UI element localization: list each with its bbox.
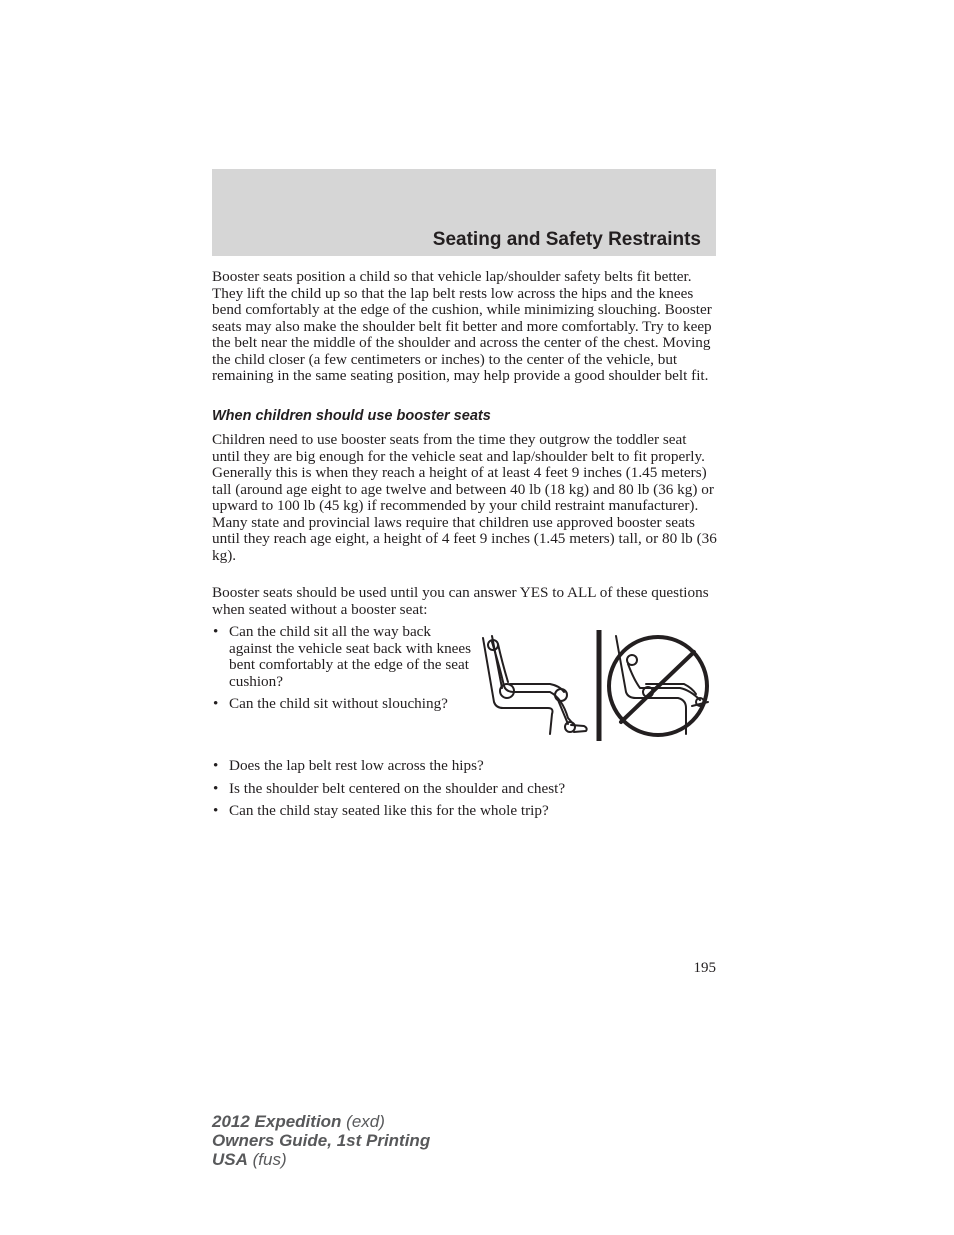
page-number: 195 [693,960,716,976]
document-footer [212,1112,430,1169]
booster-questions-intro: Booster seats should be used until you can answer YES to ALL of these questions when seated without a booster seat: [212,584,709,618]
bullet-icon: • [213,802,219,819]
section-title: Seating and Safety Restraints [432,229,701,250]
footer-region-line [212,1150,430,1169]
question-text: Does the lap belt rest low across the hips? [229,757,484,774]
footer-model: 2012 Expedition [212,1112,342,1131]
footer-model-code: (exd) [346,1112,385,1131]
list-item [212,781,718,798]
footer-region: USA [212,1150,248,1169]
question-list-lower [212,758,718,826]
booster-seat-illustration [478,628,718,743]
list-item [212,696,472,713]
bullet-icon: • [213,779,219,797]
section-header-band [212,169,716,256]
question-text: Can the child stay seated like this for the whole trip? [229,802,549,819]
intro-paragraph: Booster seats position a child so that vehicle lap/shoulder safety belts fit better. They lift the child up so that the lap belt rests low across the hips and the knees bend comfortably at the edge of the cushion, while minimizing slouching. Booster seats may also make the shoulder belt fit better and more comfortably. Try to keep the belt near the middle of the shoulder and across the center of the chest. Moving the child closer (a few centimeters or inches) to the center of the vehicle, but remaining in the same seating position, may help provide a good shoulder belt fit. [212,268,712,384]
footer-guide-line [212,1131,430,1150]
question-list-upper [212,624,472,719]
footer-region-code: (fus) [252,1150,287,1169]
booster-usage-paragraph: Children need to use booster seats from the time they outgrow the toddler seat until they are big enough for the vehicle seat and lap/shoulder belt to fit properly. Generally this is when they reach a height of at least 4 feet 9 inches (1.45 meters) tall (around age eight to age twelve and between 40 lb (18 kg) and 80 lb (36 kg) or upward to 100 lb (45 kg) if recommended by your child restraint manufacturer). Many state and provincial laws require that children use approved booster seats until they reach age eight, a height of 4 feet 9 inches (1.45 meters) tall, or 80 lb (36 kg). [212,431,717,564]
list-item [212,624,472,690]
subheading: When children should use booster seats [212,408,491,424]
footer-guide: Owners Guide, 1st Printing [212,1131,431,1150]
seated-child-prohibited-icon [609,636,708,735]
bullet-icon: • [213,757,219,774]
list-item [212,803,718,820]
seated-child-correct-icon [483,636,587,734]
bullet-icon: • [213,695,219,712]
list-item [212,758,718,775]
bullet-icon: • [213,623,219,640]
question-text: Can the child sit all the way back against the vehicle seat back with knees bent comfortably at the edge of the seat cushion? [229,623,472,690]
footer-model-line [212,1112,430,1131]
question-text: Is the shoulder belt centered on the shoulder and chest? [229,779,566,797]
question-text: Can the child sit without slouching? [229,695,448,712]
